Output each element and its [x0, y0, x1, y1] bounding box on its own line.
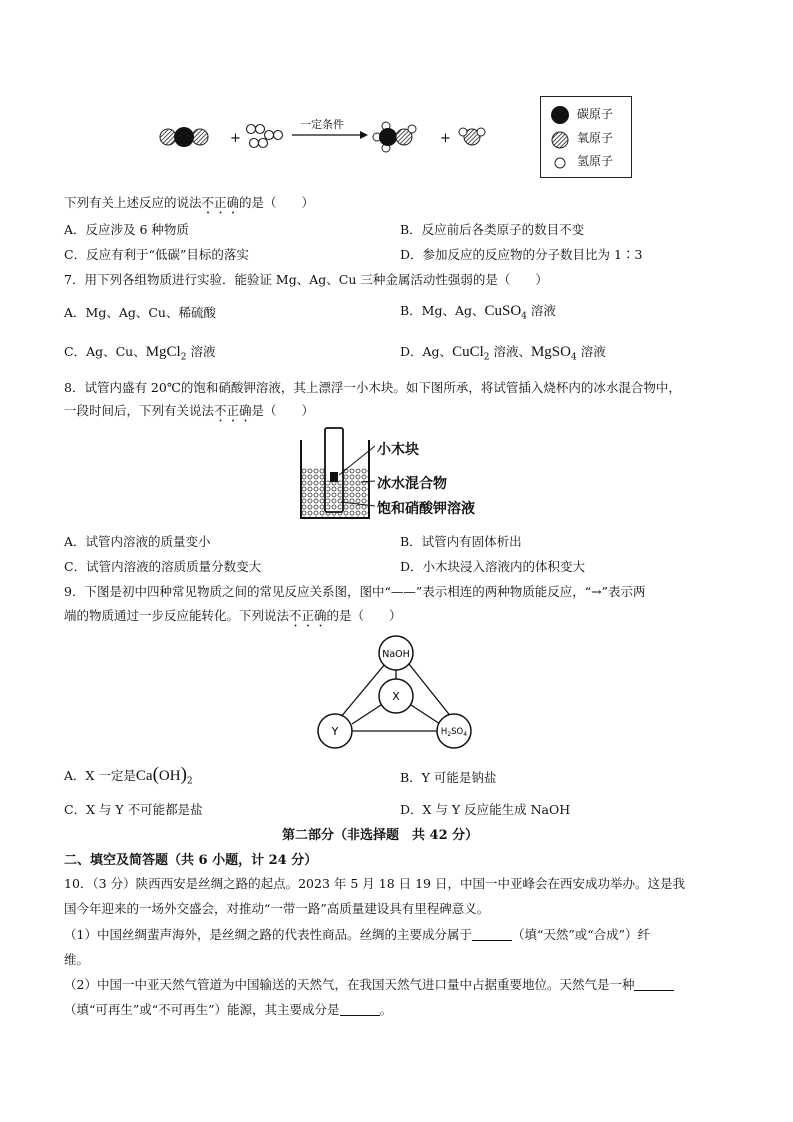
legend-hydrogen: 氢原子 — [577, 154, 614, 168]
h2o-molecule — [459, 128, 485, 145]
q9-option-b[interactable]: B．Y 可能是钠盐 — [400, 770, 497, 785]
q10-stem-line1: 10．（3 分）陕西西安是丝绸之路的起点。2023 年 5 月 18 日 19 日，中国一中亚峰会在西安成功举办。这是我 — [64, 876, 685, 891]
answer-blank-3[interactable] — [340, 1003, 380, 1016]
label-ice-water: 冰水混合物 — [377, 476, 447, 492]
q9-option-c[interactable]: C．X 与 Y 不可能都是盐 — [64, 802, 203, 817]
carbon-atom-icon — [551, 106, 569, 124]
q8-option-d[interactable]: D．小木块浸入溶液内的体积变大 — [400, 559, 586, 574]
q10-stem-line2: 国今年迎来的一场外交盛会，对推动“一带一路”高质量建设具有里程碑意义。 — [64, 901, 490, 916]
part2-title: 第二部分（非选择题 共 42 分） — [282, 828, 479, 843]
node-naoh-label: NaOH — [382, 649, 410, 660]
q6-stem: 下列有关上述反应的说法不正确的是（ ） — [64, 195, 315, 210]
q8-option-b[interactable]: B．试管内有固体析出 — [400, 534, 522, 549]
q9-stem-line2: 端的物质通过一步反应能转化。下列说法不正确的是（ ） — [64, 608, 402, 623]
co2-molecule — [160, 127, 208, 147]
legend-oxygen: 氧原子 — [577, 131, 614, 145]
answer-blank-2[interactable] — [634, 978, 674, 991]
kno3-solution — [327, 480, 342, 510]
q10-sub2-line2: （填“可再生”或“不可再生”）能源，其主要成分是 。 — [64, 1002, 393, 1017]
q10-sub2: （2）中国一中亚天然气管道为中国输送的天然气，在我国天然气进口量中占据重要地位。天然气是一种 — [64, 975, 674, 993]
answer-blank-1[interactable] — [472, 928, 512, 941]
q7-stem: 7．用下列各组物质进行实验．能验证 Mg、Ag、Cu 三种金属活动性强弱的是（ ） — [64, 272, 548, 287]
q7-option-c[interactable]: C．Ag、Cu、MgCl$_2$ 溶液 — [64, 344, 216, 363]
q9-option-d[interactable]: D．X 与 Y 反应能生成 NaOH — [400, 802, 571, 817]
q6-option-d[interactable]: D．参加反应的反应物的分子数目比为 1∶3 — [400, 247, 643, 262]
q10-sub1: （1）中国丝绸蜚声海外，是丝绸之路的代表性商品。丝绸的主要成分属于 （填“天然”或“合成”）纤 — [64, 927, 651, 942]
wood-block — [330, 472, 338, 482]
arrow-condition: 一定条件 — [300, 118, 344, 131]
relation-diagram — [310, 632, 485, 757]
label-wood-block: 小木块 — [377, 442, 419, 458]
edge-naoh-h2so4 — [409, 664, 452, 718]
q8-stem-line2: 一段时间后，下列有关说法不正确是（ ） — [64, 403, 315, 418]
h2-molecules — [247, 125, 283, 148]
plus-sign-2: + — [440, 131, 451, 146]
q10-sub1-line2: 维。 — [64, 952, 90, 967]
node-x-label: X — [392, 690, 400, 703]
reaction-diagram — [150, 92, 510, 158]
q9-stem-line1: 9．下图是初中四种常见物质之间的常见反应关系图，图中“——”表示相连的两种物质能反应，“→”表示两 — [64, 584, 646, 599]
beaker-figure — [295, 426, 375, 522]
q7-option-d[interactable]: D．Ag、CuCl$_2$ 溶液、MgSO$_4$ 溶液 — [400, 344, 606, 363]
q7-option-b[interactable]: B．Mg、Ag、CuSO$_4$ 溶液 — [400, 303, 556, 322]
q8-option-a[interactable]: A．试管内溶液的质量变小 — [64, 534, 211, 549]
q8-option-c[interactable]: C．试管内溶液的溶质质量分数变大 — [64, 559, 262, 574]
q6-option-c[interactable]: C．反应有利于“低碳”目标的落实 — [64, 247, 249, 262]
q6-option-a[interactable]: A．反应涉及 6 种物质 — [64, 222, 189, 237]
q8-stem-line1: 8．试管内盛有 20℃的饱和硝酸钾溶液，其上漂浮一小木块。如下图所承，将试管插入烧杯内的冰水混合物中， — [64, 380, 681, 395]
section-heading: 二、填空及简答题（共 6 小题，计 24 分） — [64, 853, 318, 868]
plus-sign-1: + — [230, 131, 241, 146]
legend-carbon: 碳原子 — [577, 107, 614, 121]
oxygen-atom-icon — [552, 132, 568, 148]
node-y-label: Y — [331, 725, 339, 738]
edge-naoh-y — [340, 664, 385, 718]
reaction-arrow — [292, 131, 368, 139]
edge-x-h2so4 — [411, 705, 440, 724]
q9-option-a[interactable]: A．X 一定是$Ca(OH)_2$ — [64, 764, 193, 787]
node-h2so4-label: $H_2SO_4$ — [440, 727, 468, 738]
hydrogen-atom-icon — [555, 158, 565, 168]
atom-legend — [540, 96, 632, 178]
q6-option-b[interactable]: B．反应前后各类原子的数目不变 — [400, 222, 585, 237]
edge-x-y — [352, 705, 381, 724]
q7-option-a[interactable]: A．Mg、Ag、Cu、稀硫酸 — [64, 305, 216, 320]
label-kno3-solution: 饱和硝酸钾溶液 — [377, 501, 475, 517]
ch3oh-molecule — [373, 122, 416, 152]
